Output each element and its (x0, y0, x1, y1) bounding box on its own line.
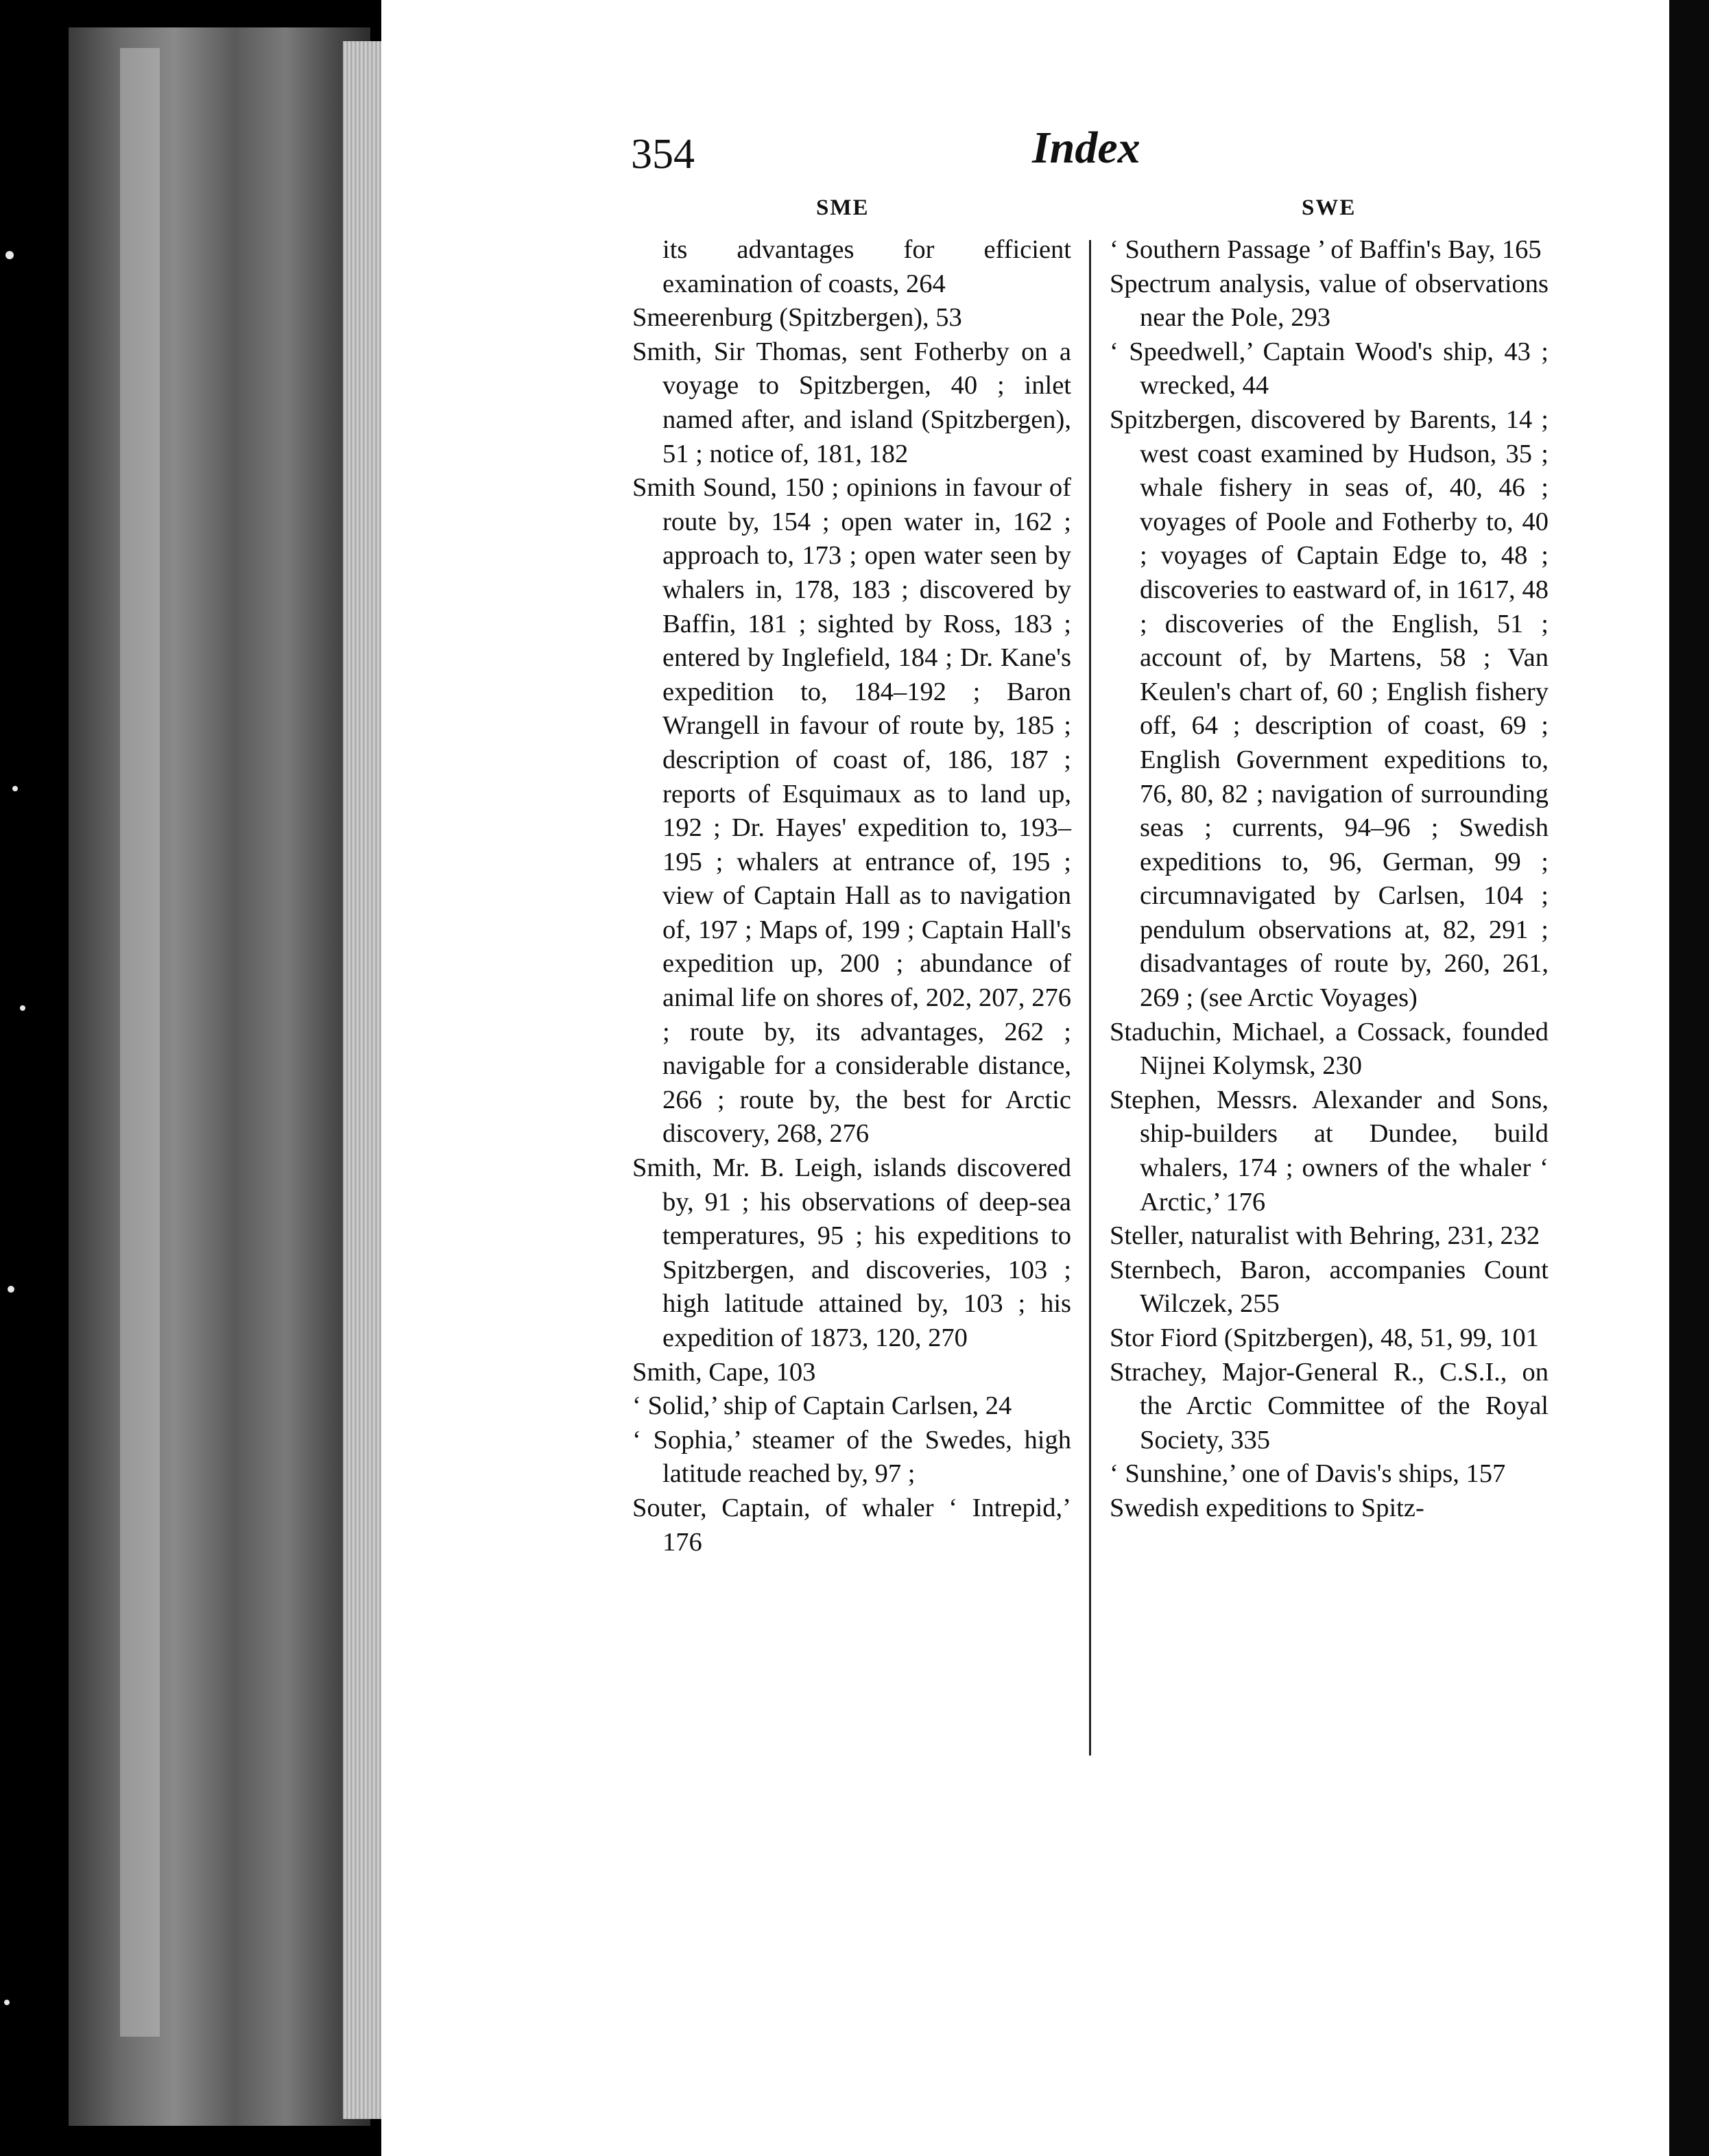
index-entry: Steller, naturalist with Behring, 231, 232 (1110, 1221, 1540, 1251)
right-guide-word: SWE (1302, 195, 1357, 220)
right-index-column (1110, 233, 1549, 1526)
index-entry: Stor Fiord (Spitzbergen), 48, 51, 99, 101 (1110, 1323, 1539, 1352)
spine-highlight (120, 48, 160, 2037)
left-index-column (632, 233, 1071, 1559)
scan-shadow-right (1669, 0, 1709, 2156)
index-entry: ‘ Southern Passage ’ of Baffin's Bay, 165 (1110, 235, 1542, 264)
index-entry: ‘ Sunshine,’ one of Davis's ships, 157 (1110, 1459, 1506, 1489)
index-entry: Souter, Captain, of whaler ‘ Intrepid,’ 176 (632, 1493, 1071, 1557)
page-edges (343, 41, 384, 2119)
index-entry: Smith, Cape, 103 (632, 1357, 816, 1387)
book-spine-gutter (69, 27, 370, 2126)
index-entry: ‘ Speedwell,’ Captain Wood's ship, 43 ; wrecked, 44 (1110, 337, 1549, 400)
column-divider (1089, 240, 1091, 1756)
left-guide-word: SME (816, 195, 870, 220)
index-entry: Swedish expeditions to Spitz- (1110, 1493, 1424, 1522)
page-title: Index (1032, 123, 1140, 173)
index-entry: Smith Sound, 150 ; opinions in favour of route by, 154 ; open water in, 162 ; approach to, 173 ; open water seen by whalers in, 178, 183 ; discovered by Baffin, 181 ; sighted by Ross, 183 ; entered by Inglefield, 184 ; Dr. Kane's expedition to, 184–192 ; Baron Wrangell in favour of route by, 185 ; description of coast of, 186, 187 ; reports of Esquimaux as to land up, 192 ; Dr. Hayes' expedition to, 193–195 ; whalers at entrance of, 195 ; view of Captain Hall as to navigation of, 197 ; Maps of, 199 ; Captain Hall's expedition up, 200 ; abundance of animal life on shores of, 202, 207, 276 ; route by, its advantages, 262 ; navigable for a considerable distance, 266 ; route by, the best for Arctic discovery, 268, 276 (632, 473, 1071, 1149)
index-entry: ‘ Sophia,’ steamer of the Swedes, high latitude reached by, 97 ; (632, 1425, 1071, 1489)
index-entry: Smeerenburg (Spitzbergen), 53 (632, 303, 962, 333)
index-entry: Spitzbergen, discovered by Barents, 14 ; west coast examined by Hudson, 35 ; whale fishery in seas of, 40, 46 ; voyages of Poole and Fotherby to, 40 ; voyages of Captain Edge to, 48 ; discoveries to eastward of, in 1617, 48 ; discoveries of the English, 51 ; account of, by Martens, 58 ; Van Keulen's chart of, 60 ; English fishery off, 64 ; description of coast, 69 ; English Government expeditions to, 76, 80, 82 ; navigation of surrounding seas ; currents, 94–96 ; Swedish expeditions to, 96, German, 99 ; circumnavigated by Carlsen, 104 ; pendulum observations at, 82, 291 ; disadvantages of route by, 260, 261, 269 ; (see Arctic Voyages) (1110, 405, 1549, 1013)
index-entry: ‘ Solid,’ ship of Captain Carlsen, 24 (632, 1391, 1012, 1421)
index-entry: Smith, Sir Thomas, sent Fotherby on a voyage to Spitzbergen, 40 ; inlet named after, and island (Spitzbergen), 51 ; notice of, 181, 182 (632, 337, 1071, 468)
index-entry: Smith, Mr. B. Leigh, islands discovered by, 91 ; his observations of deep-sea temperatures, 95 ; his expeditions to Spitzbergen, and discoveries, 103 ; high latitude attained by, 103 ; his expedition of 1873, 120, 270 (632, 1153, 1071, 1352)
index-entry: Spectrum analysis, value of observations near the Pole, 293 (1110, 269, 1549, 333)
index-entry: Strachey, Major-General R., C.S.I., on the Arctic Committee of the Royal Society, 335 (1110, 1357, 1549, 1454)
index-entry: Staduchin, Michael, a Cossack, founded Nijnei Kolymsk, 230 (1110, 1017, 1549, 1081)
index-entry: its advantages for efficient examination of coasts, 264 (662, 235, 1071, 298)
index-entry: Stephen, Messrs. Alexander and Sons, ship-builders at Dundee, build whalers, 174 ; owners of the whaler ‘ Arctic,’ 176 (1110, 1085, 1549, 1217)
index-entry: Sternbech, Baron, accompanies Count Wilczek, 255 (1110, 1255, 1549, 1319)
page-number: 354 (631, 131, 695, 178)
